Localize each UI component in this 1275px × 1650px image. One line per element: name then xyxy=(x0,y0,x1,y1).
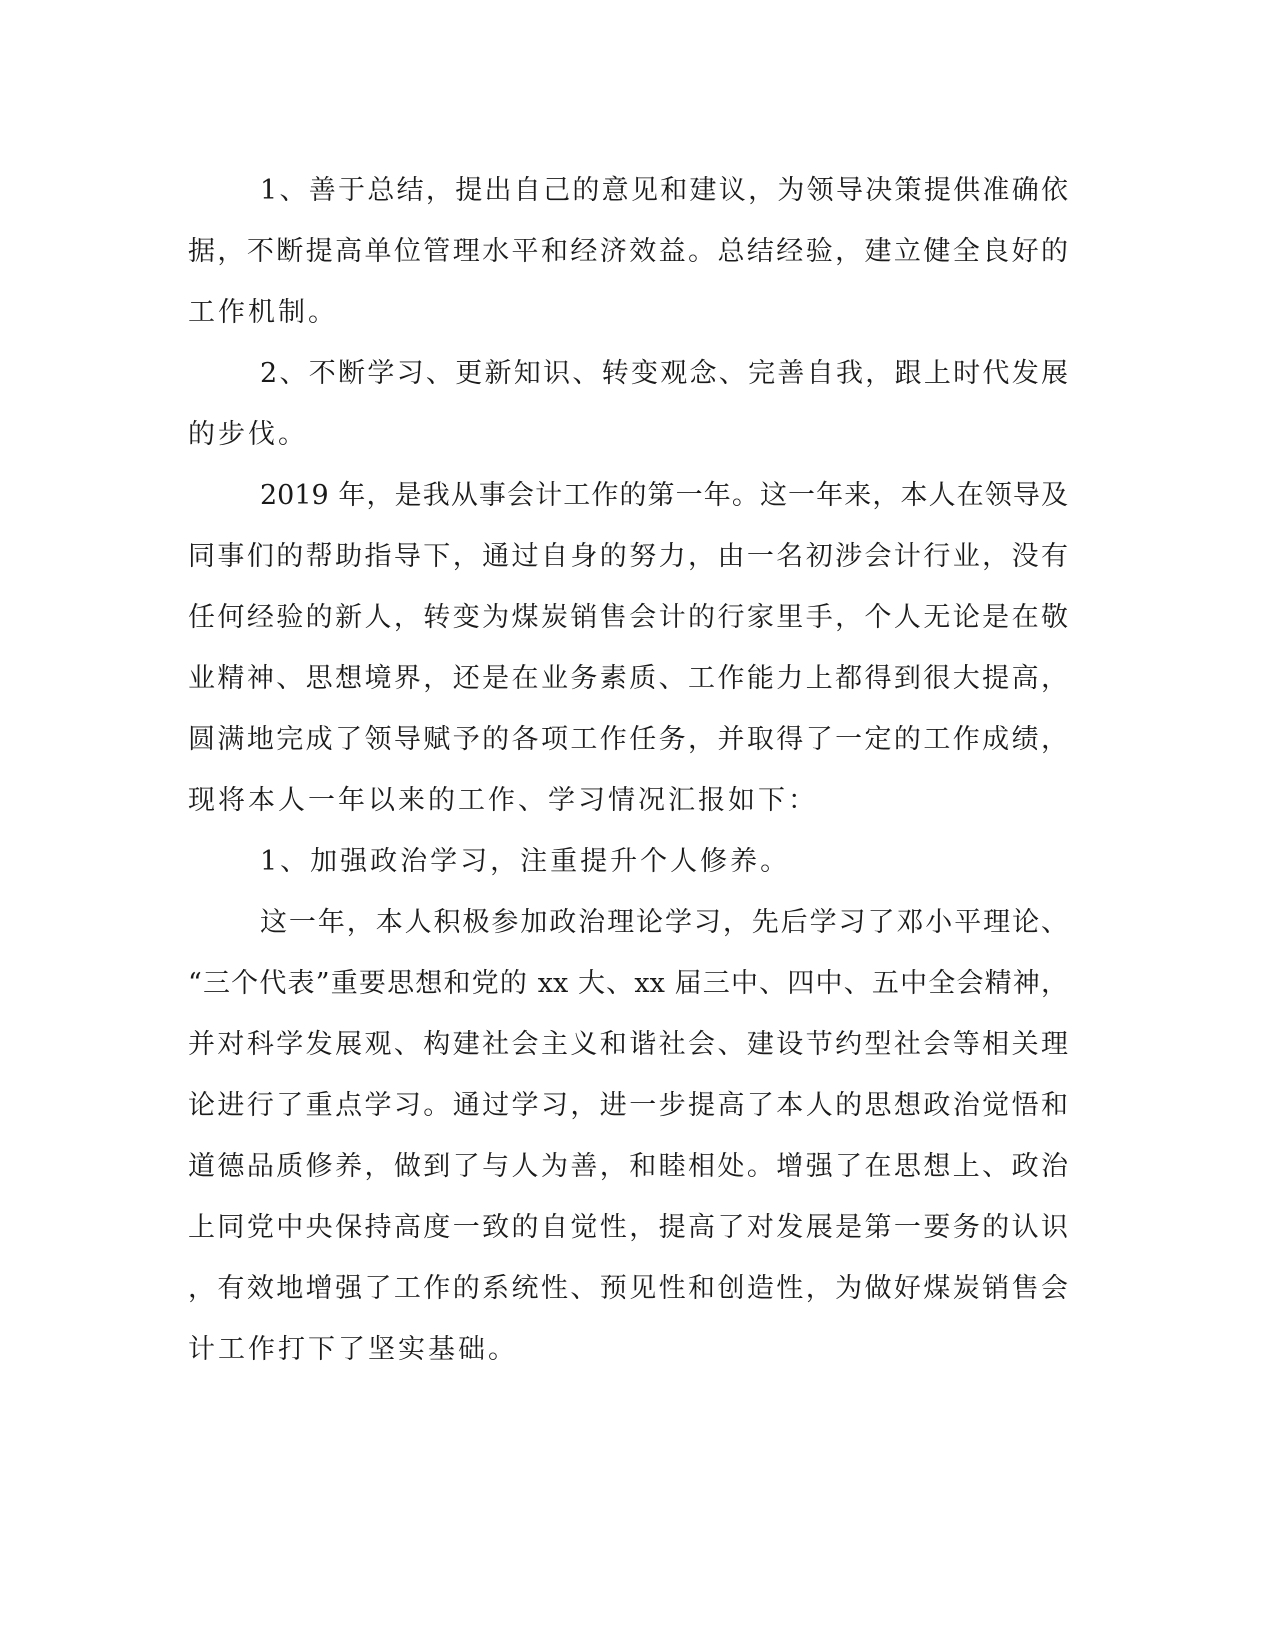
text-line: 道德品质修养，做到了与人为善，和睦相处。增强了在思想上、政治 xyxy=(188,1151,1068,1182)
text-line: 并对科学发展观、构建社会主义和谐社会、建设节约型社会等相关理 xyxy=(188,1029,1068,1060)
paragraph-1 xyxy=(188,160,1068,343)
paragraph-4 xyxy=(188,831,1068,892)
text-line: 上同党中央保持高度一致的自觉性，提高了对发展是第一要务的认识 xyxy=(188,1212,1068,1243)
paragraph-5 xyxy=(188,892,1068,1380)
text-line: 现将本人一年以来的工作、学习情况汇报如下： xyxy=(188,785,818,816)
text-line: 2、不断学习、更新知识、转变观念、完善自我，跟上时代发展 xyxy=(260,358,1068,389)
text-line: 计工作打下了坚实基础。 xyxy=(188,1334,518,1365)
text-line: 1、善于总结，提出自己的意见和建议，为领导决策提供准确依 xyxy=(260,175,1068,206)
paragraph-3 xyxy=(188,465,1068,831)
text-line: 工作机制。 xyxy=(188,297,338,328)
text-line: 这一年，本人积极参加政治理论学习，先后学习了邓小平理论、 xyxy=(260,907,1068,938)
text-line: ，有效地增强了工作的系统性、预见性和创造性，为做好煤炭销售会 xyxy=(188,1273,1068,1304)
text-line: 2019 年，是我从事会计工作的第一年。这一年来，本人在领导及 xyxy=(260,480,1068,511)
text-line: “三个代表”重要思想和党的 xx 大、xx 届三中、四中、五中全会精神， xyxy=(188,968,1068,999)
text-line: 的步伐。 xyxy=(188,419,308,450)
text-line: 同事们的帮助指导下，通过自身的努力，由一名初涉会计行业，没有 xyxy=(188,541,1068,572)
text-line: 任何经验的新人，转变为煤炭销售会计的行家里手，个人无论是在敬 xyxy=(188,602,1068,633)
text-line: 1、加强政治学习，注重提升个人修养。 xyxy=(260,846,791,877)
paragraph-2 xyxy=(188,343,1068,465)
document-body xyxy=(188,160,1068,1380)
text-line: 论进行了重点学习。通过学习，进一步提高了本人的思想政治觉悟和 xyxy=(188,1090,1068,1121)
text-line: 业精神、思想境界，还是在业务素质、工作能力上都得到很大提高， xyxy=(188,663,1068,694)
text-line: 据，不断提高单位管理水平和经济效益。总结经验，建立健全良好的 xyxy=(188,236,1068,267)
text-line: 圆满地完成了领导赋予的各项工作任务，并取得了一定的工作成绩， xyxy=(188,724,1068,755)
